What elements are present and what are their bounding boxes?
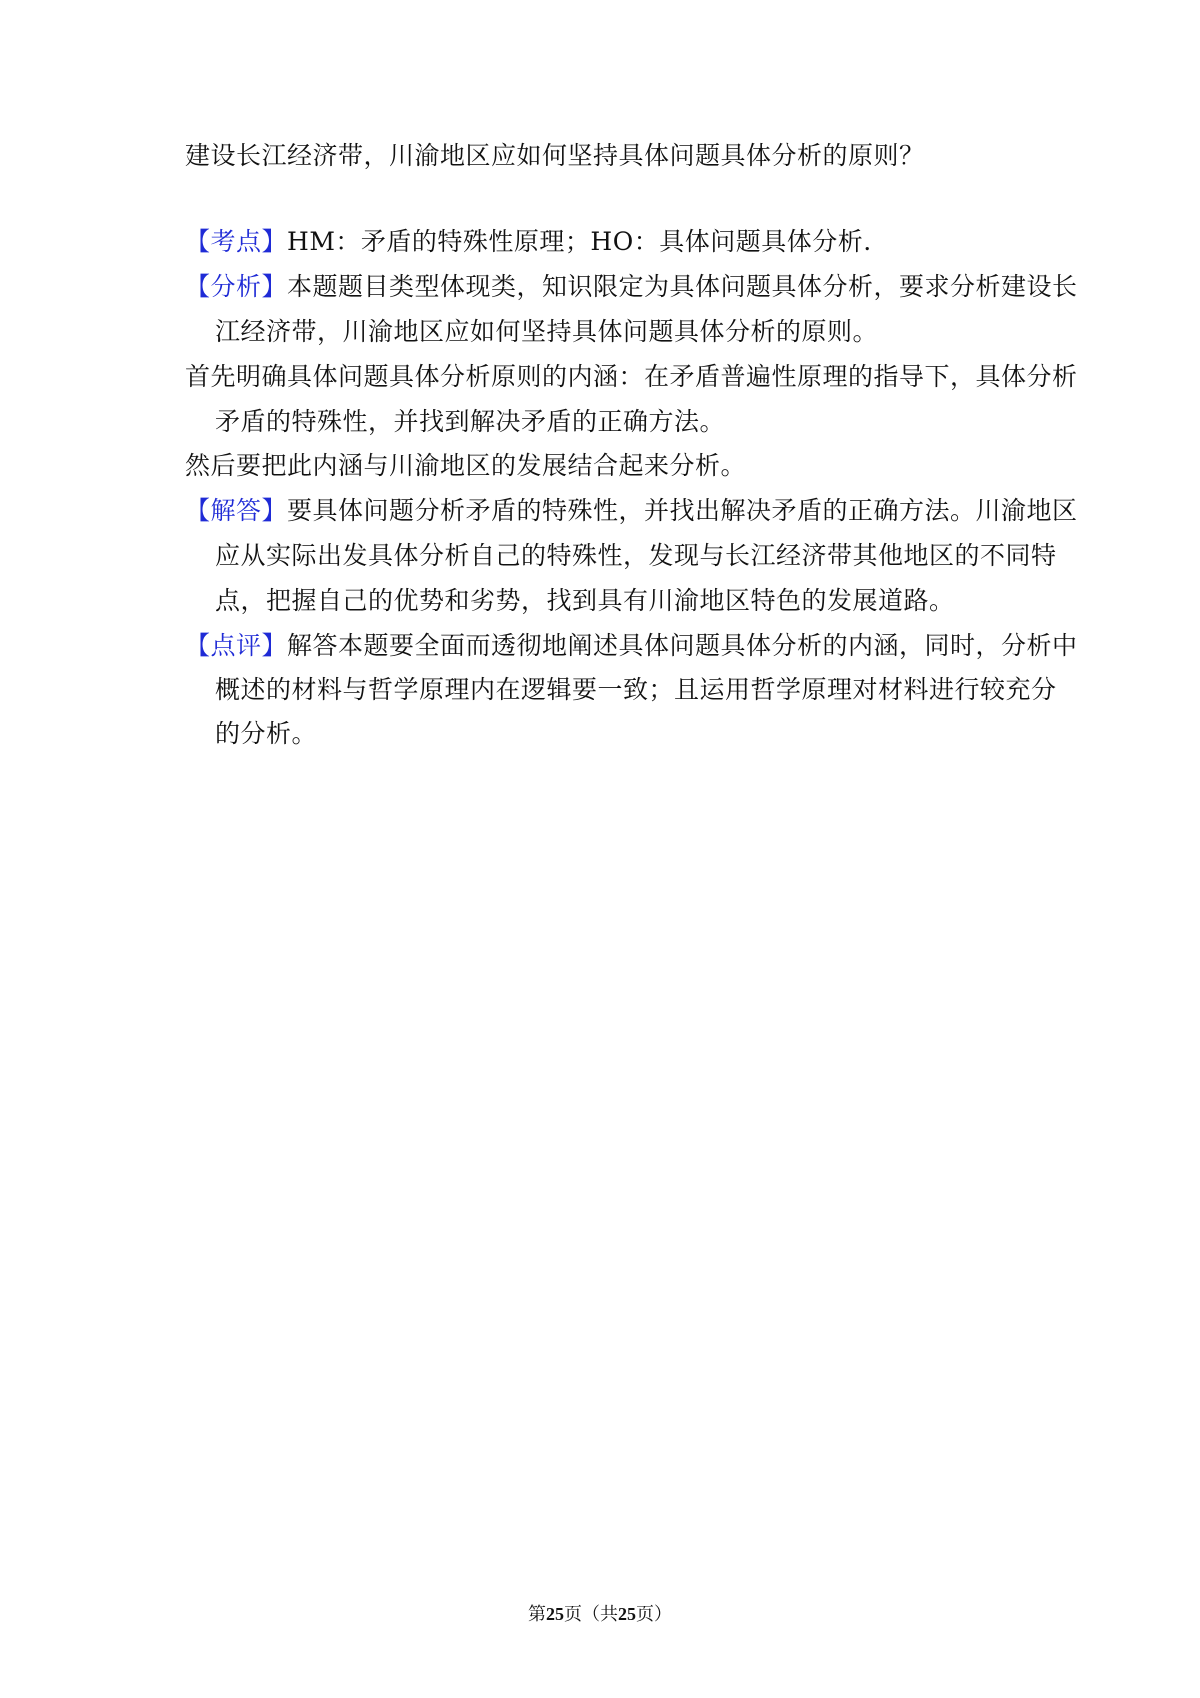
dianping-line-1 <box>185 629 1078 663</box>
question-text: 建设长江经济带，川渝地区应如何坚持具体问题具体分析的原则？ <box>185 141 925 170</box>
footer-middle: 页（共 <box>564 1604 618 1625</box>
footer-suffix: 页） <box>636 1604 672 1625</box>
jieda-tag: 【解答】 <box>185 496 288 525</box>
dianping-text-1: 解答本题要全面而透彻地阐述具体问题具体分析的内涵，同时，分析中 <box>287 631 1078 660</box>
fenxi-text-1: 本题题目类型体现类，知识限定为具体问题具体分析，要求分析建设长 <box>287 272 1078 301</box>
jieda-line-1 <box>185 494 1078 528</box>
dianping-line-3: 的分析。 <box>215 719 318 748</box>
footer-total-pages: 25 <box>618 1604 636 1624</box>
kaodian-text: HM：矛盾的特殊性原理；HO：具体问题具体分析. <box>287 227 872 256</box>
jieda-line-2: 应从实际出发具体分析自己的特殊性，发现与长江经济带其他地区的不同特 <box>215 541 1057 570</box>
page-footer <box>0 1602 1200 1627</box>
jieda-text-1: 要具体问题分析矛盾的特殊性，并找出解决矛盾的正确方法。川渝地区 <box>287 496 1078 525</box>
fenxi-tag: 【分析】 <box>185 272 288 301</box>
para1-line-2: 矛盾的特殊性，并找到解决矛盾的正确方法。 <box>215 407 726 436</box>
para2-line-1: 然后要把此内涵与川渝地区的发展结合起来分析。 <box>185 451 747 480</box>
footer-page-number: 25 <box>546 1604 564 1624</box>
fenxi-line-1 <box>185 270 1078 304</box>
dianping-tag: 【点评】 <box>185 631 288 660</box>
footer-prefix: 第 <box>528 1604 546 1625</box>
jieda-line-3: 点，把握自己的优势和劣势，找到具有川渝地区特色的发展道路。 <box>215 586 955 615</box>
kaodian-line <box>185 225 1025 259</box>
kaodian-tag: 【考点】 <box>185 227 288 256</box>
fenxi-line-2: 江经济带，川渝地区应如何坚持具体问题具体分析的原则。 <box>215 317 879 346</box>
dianping-line-2: 概述的材料与哲学原理内在逻辑要一致；且运用哲学原理对材料进行较充分 <box>215 675 1057 704</box>
para1-line-1: 首先明确具体问题具体分析原则的内涵：在矛盾普遍性原理的指导下，具体分析 <box>185 362 1078 391</box>
